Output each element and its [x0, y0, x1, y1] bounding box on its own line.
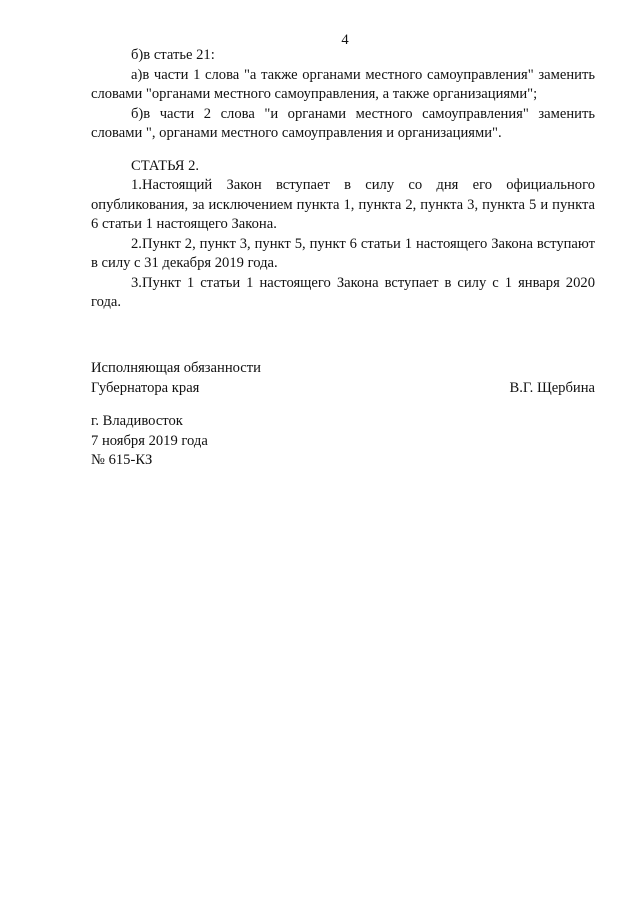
signatory-row	[91, 379, 595, 399]
signatory-name: В.Г. Щербина	[509, 379, 595, 396]
amendment-subitem-a: а)в части 1 слова "а также органами местного самоуправления" заменить словами "органами местного самоуправления, а также организациями";	[91, 66, 595, 102]
place-date-number-block	[91, 412, 595, 471]
article-2-point-1: 1.Настоящий Закон вступает в силу со дня его официального опубликования, за исключением пункта 1, пункта 2, пункта 3, пункта 5 и пункта 6 статьи 1 настоящего Закона.	[91, 177, 595, 232]
amendment-item-b: б)в статье 21:	[131, 47, 215, 63]
article-2-heading: СТАТЬЯ 2.	[131, 157, 200, 174]
signatory-title-line-1: Исполняющая обязанности	[91, 360, 261, 376]
date: 7 ноября 2019 года	[91, 432, 208, 449]
signatory-title-line-2: Губернатора края	[91, 379, 200, 396]
document-body	[91, 46, 595, 313]
law-number: № 615-КЗ	[91, 452, 153, 468]
amendment-subitem-b: б)в части 2 слова "и органами местного самоуправления" заменить словами ", органами местного самоуправления и организациями".	[91, 105, 595, 141]
city: г. Владивосток	[91, 413, 183, 429]
article-2-point-3: 3.Пункт 1 статьи 1 настоящего Закона вступает в силу с 1 января 2020 года.	[91, 274, 595, 310]
page-number: 4	[341, 32, 349, 48]
signature-block	[91, 359, 595, 398]
article-2-point-2: 2.Пункт 2, пункт 3, пункт 5, пункт 6 статьи 1 настоящего Закона вступают в силу с 31 декабря 2019 года.	[91, 235, 595, 271]
